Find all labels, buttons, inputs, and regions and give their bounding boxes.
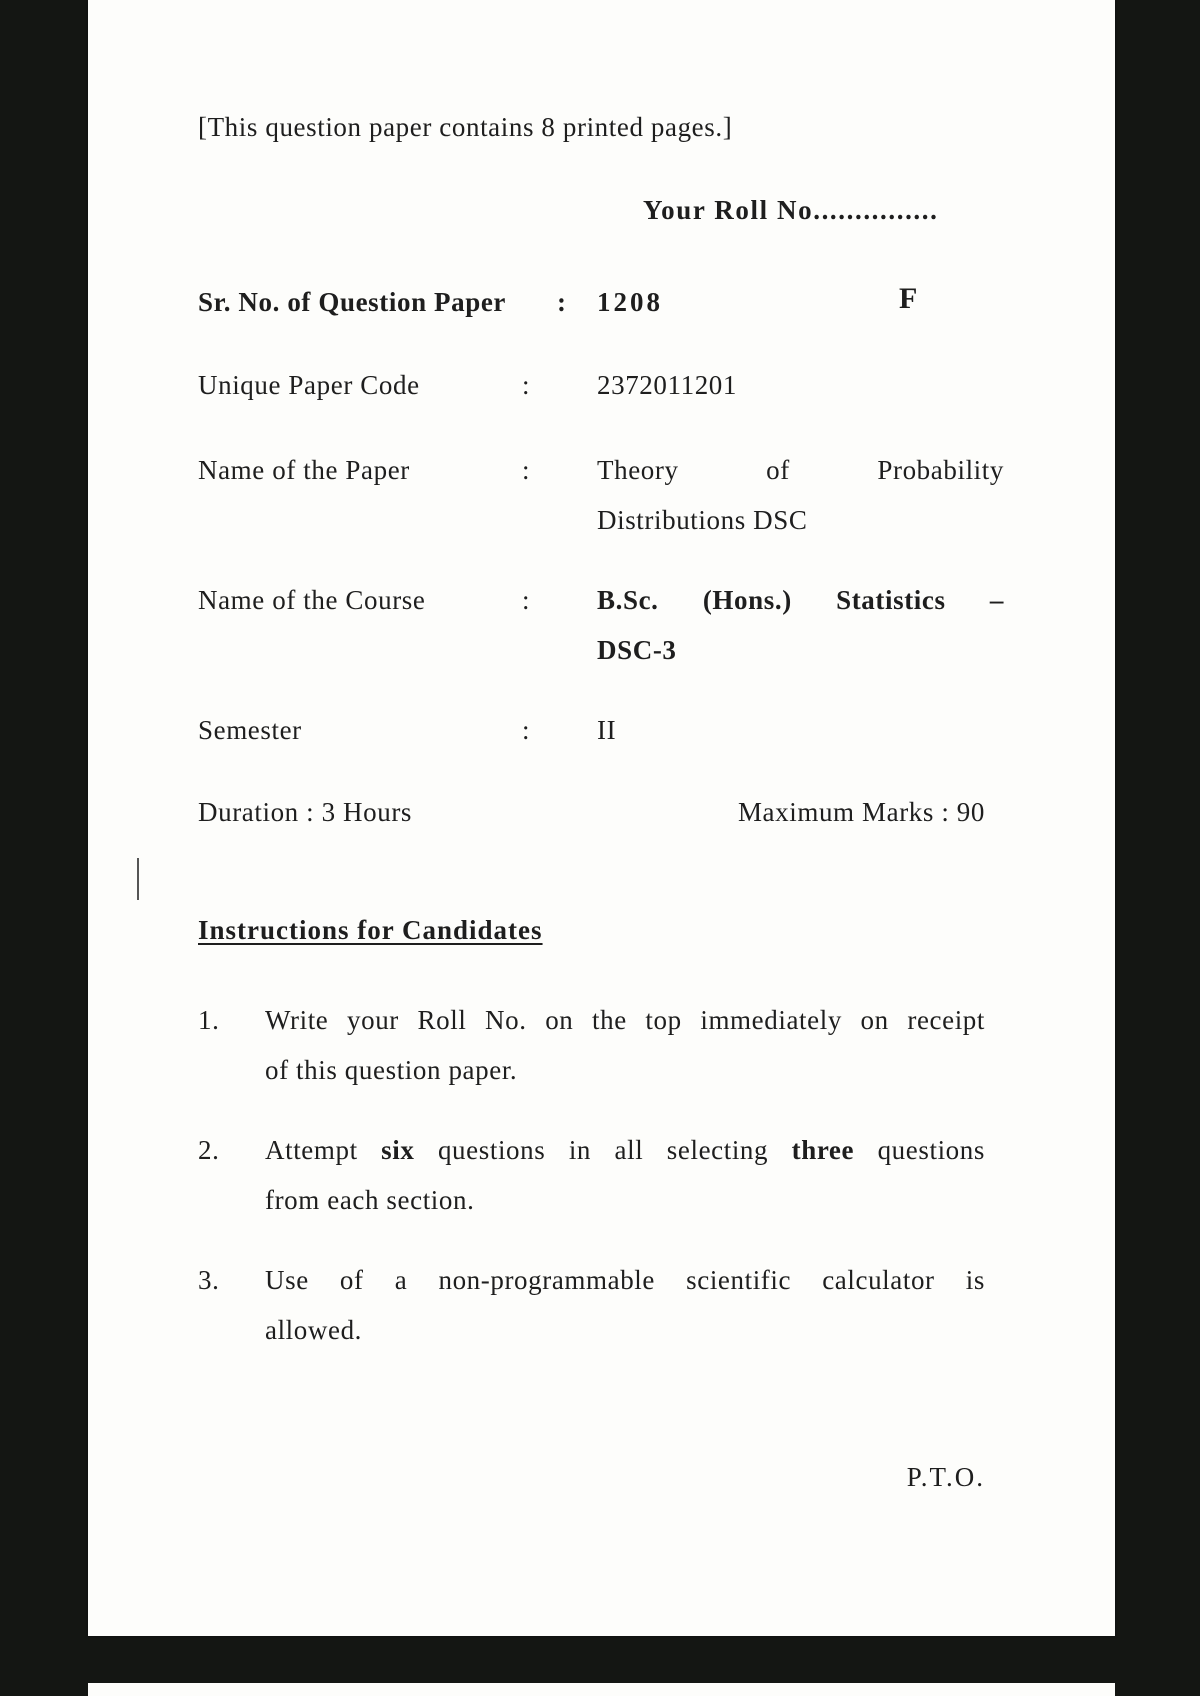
paper-name-word: Probability	[877, 455, 1004, 485]
instruction-1-line1: Write your Roll No. on the top immediately on receipt	[265, 1005, 985, 1035]
unique-code-label: Unique Paper Code	[198, 370, 420, 400]
unique-code-colon: :	[522, 370, 531, 400]
next-page-edge	[88, 1683, 1115, 1696]
semester-colon: :	[522, 715, 531, 745]
text-run: questions in all selecting	[414, 1135, 792, 1165]
instruction-1-line2: of this question paper.	[265, 1055, 518, 1085]
question-paper-page	[88, 0, 1115, 1636]
roll-number-field: Your Roll No...............	[643, 195, 939, 225]
instruction-number: 2.	[198, 1135, 220, 1165]
margin-mark	[137, 858, 139, 900]
instruction-3-line2: allowed.	[265, 1315, 363, 1345]
unique-code-value: 2372011201	[597, 370, 737, 400]
text-run: Attempt	[265, 1135, 382, 1165]
instructions-title: Instructions for Candidates	[198, 915, 543, 945]
course-label: Name of the Course	[198, 585, 426, 615]
sr-no-label: Sr. No. of Question Paper	[198, 287, 507, 317]
emphasis-three: three	[791, 1135, 855, 1165]
paper-name-line2: Distributions DSC	[597, 505, 808, 535]
semester-value: II	[597, 715, 617, 745]
paper-name-word: of	[766, 455, 790, 485]
paper-name-word: Theory	[597, 455, 679, 485]
sr-no-value: 1208	[597, 287, 663, 317]
instruction-2-line2: from each section.	[265, 1185, 475, 1215]
paper-name-label: Name of the Paper	[198, 455, 410, 485]
emphasis-six: six	[381, 1135, 415, 1165]
instruction-number: 3.	[198, 1265, 220, 1295]
text-run: questions	[854, 1135, 985, 1165]
instruction-3-line1: Use of a non-programmable scientific calculator is	[265, 1265, 985, 1295]
semester-label: Semester	[198, 715, 302, 745]
instruction-number: 1.	[198, 1005, 220, 1035]
maximum-marks: Maximum Marks : 90	[737, 797, 985, 827]
instruction-2-line1	[265, 1135, 985, 1166]
course-colon: :	[522, 585, 531, 615]
sr-no-colon: :	[557, 287, 567, 317]
paper-name-line1	[597, 455, 1004, 486]
paper-name-colon: :	[522, 455, 531, 485]
course-line1: B.Sc. (Hons.) Statistics –	[597, 585, 1004, 615]
set-code: F	[899, 282, 918, 315]
please-turn-over: P.T.O.	[906, 1462, 985, 1492]
pages-note: [This question paper contains 8 printed pages.]	[198, 112, 733, 142]
course-line2: DSC-3	[597, 635, 677, 665]
duration: Duration : 3 Hours	[198, 797, 413, 827]
